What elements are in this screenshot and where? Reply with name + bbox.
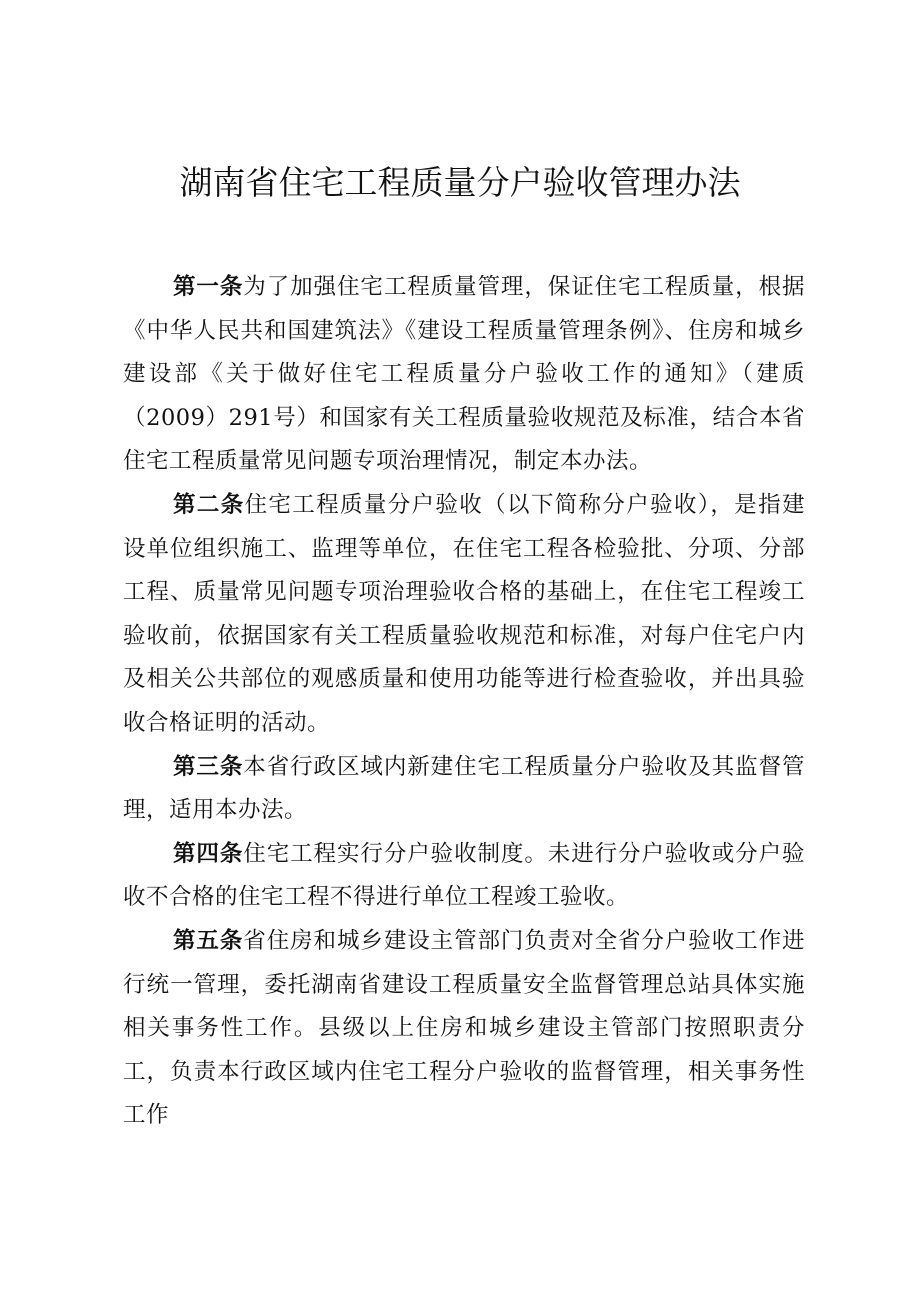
article-text: 为了加强住宅工程质量管理，保证住宅工程质量，根据《中华人民共和国建筑法》《建设工程质量管理条例》、住房和城乡建设部《关于做好住宅工程质量分户验收工作的通知》（建质（2009）291号）和国家有关工程质量验收规范及标准，结合本省住宅工程质量常见问题专项治理情况，制定本办法。 bbox=[123, 274, 805, 475]
document-body bbox=[123, 266, 805, 1138]
article-2 bbox=[123, 484, 805, 746]
article-4 bbox=[123, 833, 805, 920]
article-number: 第二条 bbox=[173, 491, 245, 518]
article-number: 第一条 bbox=[173, 274, 244, 300]
article-number: 第三条 bbox=[173, 753, 244, 780]
article-number: 第五条 bbox=[173, 927, 244, 954]
article-number: 第四条 bbox=[173, 840, 244, 867]
article-text: 住宅工程实行分户验收制度。未进行分户验收或分户验收不合格的住宅工程不得进行单位工程竣工验收。 bbox=[123, 840, 805, 911]
article-5 bbox=[123, 920, 805, 1138]
article-3 bbox=[123, 746, 805, 833]
article-1 bbox=[123, 266, 805, 484]
document-title: 湖南省住宅工程质量分户验收管理办法 bbox=[179, 163, 741, 202]
article-text: 省住房和城乡建设主管部门负责对全省分户验收工作进行统一管理，委托湖南省建设工程质量安全监督管理总站具体实施相关事务性工作。县级以上住房和城乡建设主管部门按照职责分工，负责本行政区域内住宅工程分户验收的监督管理，相关事务性工作 bbox=[123, 927, 805, 1129]
article-text: 住宅工程质量分户验收（以下简称分户验收），是指建设单位组织施工、监理等单位，在住宅工程各检验批、分项、分部工程、质量常见问题专项治理验收合格的基础上，在住宅工程竣工验收前，依据国家有关工程质量验收规范和标准，对每户住宅户内及相关公共部位的观感质量和使用功能等进行检查验收，并出具验收合格证明的活动。 bbox=[123, 491, 805, 736]
article-text: 本省行政区域内新建住宅工程质量分户验收及其监督管理，适用本办法。 bbox=[123, 753, 805, 824]
